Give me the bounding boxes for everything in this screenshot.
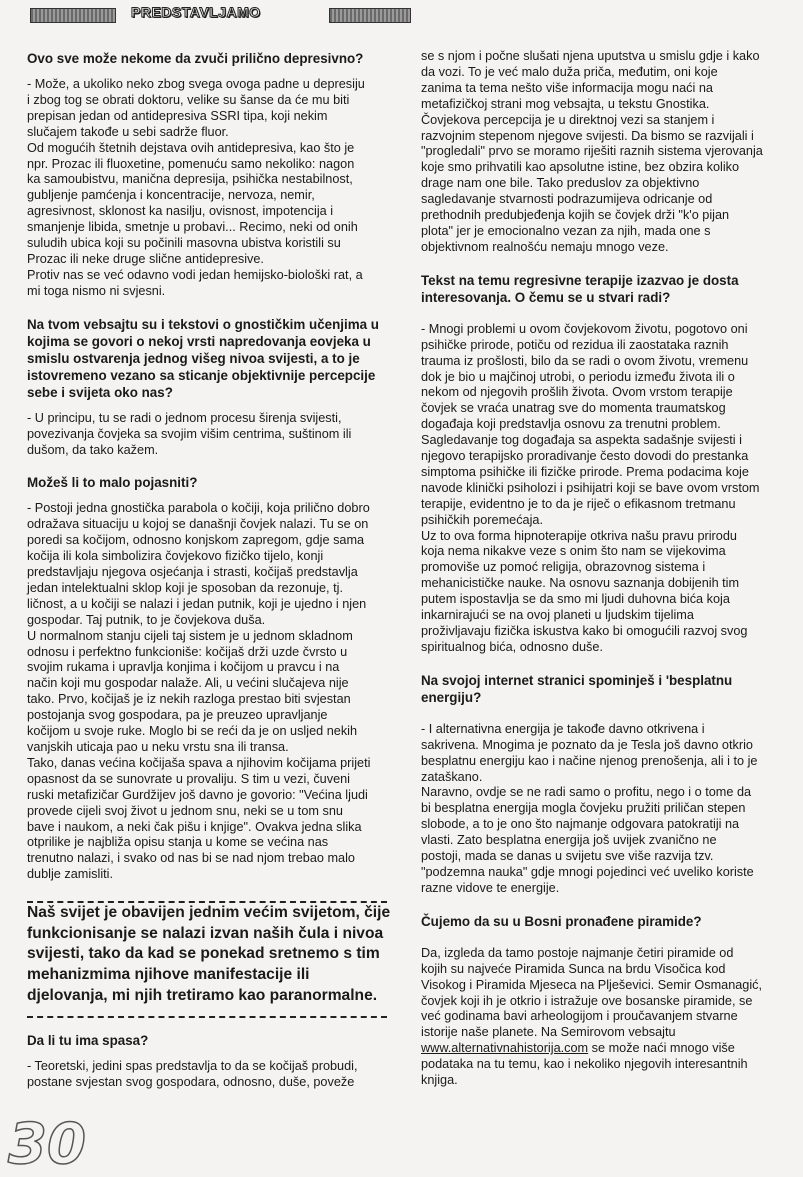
question-5: Tekst na temu regresivne terapije izazvao je dosta interesovanja. O čemu se u stvari radi? <box>421 272 739 305</box>
page-number: 30 <box>8 1112 86 1177</box>
answer-4-continued: se s njom i počne slušati njena uputstva u smislu gdje i kako da vozi. To je već malo duža priča, međutim, oni koje zanima ta tema nešto više informacija mogu naći na metafizičkoj strani mog vebsajta, u tekstu Gnostika. Čovjekova percepcija je u direktnoj vezi sa stanjem i razvojnim stepenom njegove svijesti. Da bismo se razvijali i "progledali" prvo se moramo riješiti raznih sistema vjerovanja koje smo prihvatili kao apsolutne istine, bez obzira koliko drage nam one bile. Tako preduslov za objektivno sagledavanje stvarnosti podrazumijeva odricanje od prethodnih predubjeđenja kojih se čovjek drži "k'o pijan plota" jer je emocionalno vezan za njih, mada one s objektivnom realnošću nemaju mnogo veze. <box>421 49 763 254</box>
website-link[interactable]: www.alternativnahistorija.com <box>421 1041 589 1056</box>
answer-5: - Mnogi problemi u ovom čovjekovom životu, pogotovo oni psihičke prirode, potiču od rezidua ili zaostataka raznih trauma iz prošlosti, bilo da se radi o ovom životu, vremenu dok je bio u majčinoj utrobi, o periodu između života ili o nekom od njegovih prošlih života. Ovom vrstom terapije čovjek se vraća unatrag sve do momenta traumatskog događaja koji predstavlja osnovu za trenutni problem. Sagledavanje tog događaja sa aspekta sadašnje svijesti i njegovo terapijsko proradivanje često dovodi do prestanka simptoma psihičke ili fizičke prirode. Prema podacima koje navode klinički psiholozi i psihijatri koji se bave ovom vrstom terapije, evidentno je to da je riječ o efikasnom tretmanu psihičkih poremećaja. Uz to ova forma hipnoterapije otkriva našu pravu prirodu koja nema nikakve veze s onim što nam se vijekovima promoviše uz pomoć religija, obrazovnog sistema i mehanicističke nauke. Na osnovu saznanja dobijenih tim putem ispostavlja se da smo mi ljudi duhovna bića koja inkarnirajući se na ovoj planeti u ljudskim tijelima proživljavaju fizička iskustva kako bi omogućili razvoj svog spiritualnog bića, odnosno duše. <box>421 321 760 654</box>
question-6: Na svojoj internet stranici spominješ i 'besplatnu energiju? <box>421 672 733 705</box>
header-bar-left <box>30 8 116 23</box>
answer-2: - U principu, tu se radi o jednom procesu širenja svijesti, povezivanja čovjeka sa svojim višim centrima, suštinom ili dušom, da tako kažem. <box>27 410 352 457</box>
question-4: Da li tu ima spasa? <box>27 1033 149 1049</box>
left-column <box>27 50 392 1091</box>
answer-3: - Postoji jedna gnostička parabola o kočiji, koja prilično dobro odražava situaciju u kojoj se današnji čovjek nalazi. Tu se on poredi sa kočijom, odnosno konjskom zapregom, gdje sama kočija ili kola simbolizira čovjekovo fizičko tijelo, konji predstavljaju njegova osjećanja i strasti, kočijaš predstavlja jedan intelektualni sklop koji je sposoban da rezonuje, tj. ličnost, a u kočiji se nalazi i jedan putnik, koji je ujedno i njen gospodar. Taj putnik, to je čovjekova duša. U normalnom stanju cijeli taj sistem je u jednom skladnom odnosu i perfektno funkcioniše: kočijaš drži uzde čvrsto u svojim rukama i upravlja konjima i kočijom u pravcu i na način koji mu gospodar nalaže. Ali, u većini slučajeva nije tako. Prvo, kočijaš je iz nekih razloga prestao biti svjestan postojanja svog gospodara, pa je preuzeo upravljanje kočijom u svoje ruke. Moglo bi se reći da je on usljed nekih vanjskih uticaja pao u neku vrstu sna ili transa. Tako, danas većina kočijaša spava a njihovim kočijama prijeti opasnost da se sunovrate u provaliju. S tim u vezi, čuveni ruski metafizičar Gurdžijev još davno je govorio: "Većina ljudi provede cijeli svoj život u jednom snu, neki se u tom snu bave i naukom, a neki čak pišu i knjige". Ovakva jedna slika otprilike je najbliža opisu stanja u kome se većina nas trenutno nalazi, i svako od nas bi se nad njom trebao malo dublje zamisliti. <box>27 501 371 882</box>
answer-7-text-end: se može naći mnogo više podataka na tu temu, kao i nekoliko njegovih interesantnih knjiga. <box>421 1041 748 1088</box>
question-2: Na tvom vebsajtu su i tekstovi o gnostičkim učenjima u kojima se govori o nekoj vrsti napredovanja eovjeka u smislu ostvarenja jednog višeg nivoa svijesti, a to je istovremeno vezano sa sticanje objektivnije percepcije sebe i svijeta oko nas? <box>27 316 379 400</box>
answer-7 <box>421 946 783 1089</box>
answer-4: - Teoretski, jedini spas predstavlja to da se kočijaš probudi, postane svjestan svog gospodara, odnosno, duše, poveže <box>27 1059 358 1090</box>
pull-quote: Naš svijet je obavijen jednim većim svijetom, čije funkcionisanje se nalazi izvan naših čula i nivoa svijesti, tako da kad se ponekad sretnemo s tim mehanizmima njihove manifestacije ili djelovanja, mi njih tretiramo kao paranormalne. <box>27 904 391 1004</box>
section-title: PREDSTAVLJAMO <box>131 4 261 20</box>
answer-7-text: Da, izgleda da tamo postoje najmanje četiri piramide od kojih su najveće Piramida Sunca na brdu Visočica kod Visokog i Piramida Mjeseca na Plješevici. Semir Osmanagić, čovjek koji ih je otkrio i istražuje ove bosanske piramide, se već godinama bavi arheologijom i proučavanjem stvarne istorije naše planete. Na Semirovom vebsajtu <box>421 945 763 1040</box>
answer-1: - Može, a ukoliko neko zbog svega ovoga padne u depresiju i zbog tog se obrati doktoru, velike su šanse da će mu biti prepisan jedan od antidepresiva SSRI tipa, koji nekim slučajem takođe u sebi sadrže fluor. Od mogućih štetnih dejstava ovih antidepresiva, kao što je npr. Prozac ili fluoxetine, pomenuću samo nekoliko: nagon ka samoubistvu, manična depresija, psihička nestabilnost, gubljenje pamćenja i koncentracije, nervoza, nemir, agresivnost, sklonost ka nasilju, ovisnost, impotencija i smanjenje libida, smetnje u probavi... Recimo, neki od onih suludih ubica koji su počinili masovna ubistva koristili su Prozac ili neke druge slične antidepresive. Protiv nas se već odavno vodi jedan hemijsko-biološki rat, a mi toga nismo ni svjesni. <box>27 77 365 298</box>
question-1: Ovo sve može nekome da zvuči prilično depresivno? <box>27 51 364 66</box>
header-bar-right <box>329 8 411 23</box>
question-3: Možeš li to malo pojasniti? <box>27 475 198 491</box>
answer-6: - I alternativna energija je takođe davno otkrivena i sakrivena. Mnogima je poznato da je Tesla još davno otkrio besplatnu energiju kao i načine njenog prenošenja, ali i to je zataškano. Naravno, ovdje se ne radi samo o profitu, nego i o tome da bi besplatna energija mogla čovjeku pružiti priličan stepen slobode, a to je ono što najmanje odgovara patokratiji na vlasti. Zato besplatna energija još uvijek zvanično ne postoji, mada se danas u svijetu sve više razvija tzv. "podzemna nauka" gdje mnogi pojedinci već uveliko koriste razne vidove te energije. <box>421 721 758 895</box>
right-column <box>421 49 783 1089</box>
question-7: Čujemo da su u Bosni pronađene piramide? <box>421 913 702 929</box>
